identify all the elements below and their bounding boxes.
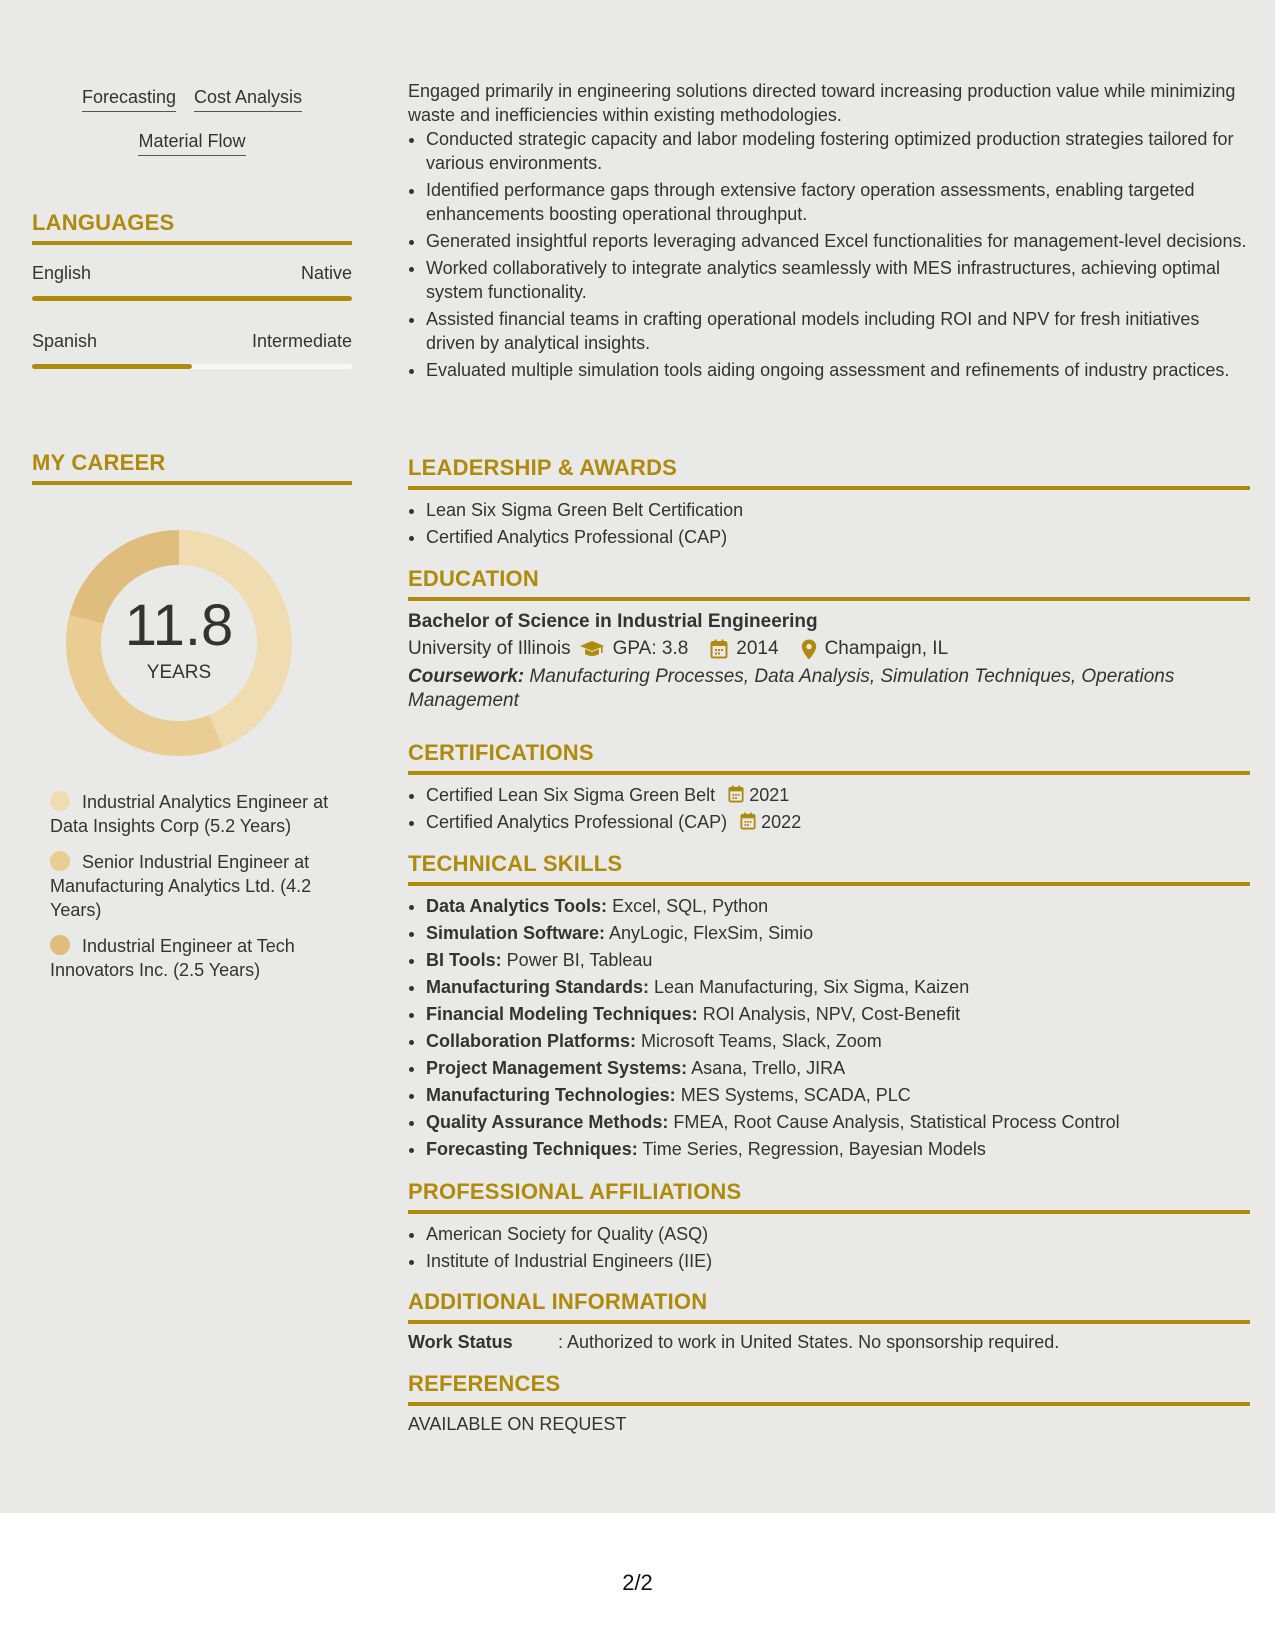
legend-item [50, 790, 340, 838]
skill-value: MES Systems, SCADA, PLC [680, 1085, 911, 1105]
career-section [32, 450, 352, 980]
legend-label: Senior Industrial Engineer at Manufacturing Analytics Ltd. (4.2 Years) [50, 852, 312, 920]
experience-details [408, 79, 1250, 385]
list-item [426, 894, 1250, 918]
legend-item [50, 850, 340, 922]
list-item [426, 1002, 1250, 1026]
skill-value: AnyLogic, FlexSim, Simio [609, 923, 814, 943]
language-bar-fill [32, 296, 352, 301]
coursework [408, 665, 1250, 713]
skill-value: Time Series, Regression, Bayesian Models [642, 1139, 986, 1159]
certifications-list [408, 783, 1250, 834]
work-status-label: Work Status [408, 1332, 513, 1352]
language-bar [32, 364, 352, 369]
school-name: University of Illinois [408, 638, 571, 659]
list-item: • Generated insightful reports leveraging advanced Excel functionalities for management-level decisions. [426, 229, 1250, 253]
experience-bullets [408, 127, 1250, 382]
leadership-section [408, 455, 1250, 552]
affiliations-list [408, 1222, 1250, 1273]
certifications-title: CERTIFICATIONS [408, 740, 1250, 775]
skill-tags [32, 86, 352, 174]
tag-cost-analysis: Cost Analysis [194, 86, 302, 112]
list-item: • Institute of Industrial Engineers (IIE) [426, 1249, 1250, 1273]
graduation-year: 2014 [736, 638, 779, 659]
language-bar-fill [32, 364, 192, 369]
certification-year: 2021 [749, 785, 790, 805]
list-item [426, 975, 1250, 999]
career-donut-chart [66, 530, 292, 756]
list-item: • American Society for Quality (ASQ) [426, 1222, 1250, 1246]
list-item [426, 948, 1250, 972]
career-total: 11.8 [124, 593, 234, 658]
language-name: English [32, 263, 92, 283]
certification-name: Certified Lean Six Sigma Green Belt [426, 785, 716, 805]
skills-section [408, 851, 1250, 1164]
page-number: 2/2 [622, 1570, 653, 1595]
education-title: EDUCATION [408, 566, 1250, 601]
skill-label: Financial Modeling Techniques: [426, 1004, 698, 1024]
list-item: • Worked collaboratively to integrate analytics seamlessly with MES infrastructures, achieving optimal system functionality. [426, 256, 1250, 304]
skill-label: Project Management Systems: [426, 1058, 688, 1078]
list-item: • Evaluated multiple simulation tools aiding ongoing assessment and refinements of industry practices. [426, 358, 1250, 382]
legend-label: Industrial Engineer at Tech Innovators Inc. (2.5 Years) [50, 936, 295, 980]
skill-value: FMEA, Root Cause Analysis, Statistical Process Control [673, 1112, 1120, 1132]
language-item [32, 263, 352, 301]
graduation-cap-icon [579, 640, 605, 658]
work-status-value: : Authorized to work in United States. No sponsorship required. [558, 1332, 1060, 1352]
references-text: AVAILABLE ON REQUEST [408, 1414, 627, 1434]
language-item [32, 331, 352, 369]
list-item: • Identified performance gaps through extensive factory operation assessments, enabling targeted enhancements boosting operational throughput. [426, 178, 1250, 226]
skill-value: ROI Analysis, NPV, Cost-Benefit [702, 1004, 961, 1024]
languages-title: LANGUAGES [32, 210, 352, 245]
school-location: Champaign, IL [824, 638, 949, 659]
list-item [426, 1056, 1250, 1080]
skill-label: Forecasting Techniques: [426, 1139, 638, 1159]
skill-label: Quality Assurance Methods: [426, 1112, 669, 1132]
skill-value: Asana, Trello, JIRA [691, 1058, 846, 1078]
list-item [426, 783, 1250, 807]
location-pin-icon [801, 639, 817, 660]
list-item [426, 810, 1250, 834]
list-item [426, 1110, 1250, 1134]
coursework-label: Coursework: [408, 666, 525, 687]
skill-label: Manufacturing Technologies: [426, 1085, 676, 1105]
skill-label: Simulation Software: [426, 923, 606, 943]
skill-label: Collaboration Platforms: [426, 1031, 637, 1051]
career-legend [50, 790, 340, 994]
career-unit: YEARS [146, 662, 212, 683]
language-name: Spanish [32, 331, 98, 351]
list-item [426, 1137, 1250, 1161]
legend-dot [50, 935, 70, 955]
skill-value: Microsoft Teams, Slack, Zoom [641, 1031, 882, 1051]
additional-info-title: ADDITIONAL INFORMATION [408, 1289, 1250, 1324]
affiliations-title: PROFESSIONAL AFFILIATIONS [408, 1179, 1250, 1214]
list-item [426, 1083, 1250, 1107]
gpa: GPA: 3.8 [612, 638, 689, 659]
list-item: • Assisted financial teams in crafting operational models including ROI and NPV for fresh initiatives driven by analytical insights. [426, 307, 1250, 355]
calendar-icon [740, 812, 756, 830]
list-item: • Conducted strategic capacity and labor modeling fostering optimized production strategies tailored for various environments. [426, 127, 1250, 175]
coursework-list: Manufacturing Processes, Data Analysis, Simulation Techniques, Operations Management [408, 666, 1175, 711]
legend-dot [50, 851, 70, 871]
skills-title: TECHNICAL SKILLS [408, 851, 1250, 886]
tag-material-flow: Material Flow [138, 130, 245, 156]
list-item [426, 1029, 1250, 1053]
skill-label: Data Analytics Tools: [426, 896, 608, 916]
language-level: Intermediate [251, 331, 352, 351]
skill-value: Power BI, Tableau [506, 950, 653, 970]
skill-label: BI Tools: [426, 950, 502, 970]
list-item: • Lean Six Sigma Green Belt Certification [426, 498, 1250, 522]
language-bar [32, 296, 352, 301]
career-title: MY CAREER [32, 450, 352, 485]
affiliations-section [408, 1179, 1250, 1276]
education-section [408, 566, 1250, 713]
experience-summary: Engaged primarily in engineering solutions directed toward increasing production value while minimizing waste and inefficiencies within existing methodologies. [408, 81, 1236, 125]
calendar-icon [710, 639, 728, 659]
work-status-row [408, 1332, 1250, 1353]
leadership-title: LEADERSHIP & AWARDS [408, 455, 1250, 490]
list-item: • Certified Analytics Professional (CAP) [426, 525, 1250, 549]
skill-label: Manufacturing Standards: [426, 977, 650, 997]
leadership-list [408, 498, 1250, 549]
additional-info-section [408, 1289, 1250, 1353]
education-details [408, 635, 1250, 663]
tag-forecasting: Forecasting [82, 86, 176, 112]
list-item [426, 921, 1250, 945]
skills-list [408, 894, 1250, 1161]
legend-item [50, 934, 340, 982]
language-level: Native [300, 263, 352, 283]
skill-value: Lean Manufacturing, Six Sigma, Kaizen [654, 977, 970, 997]
languages-section [32, 210, 352, 369]
skill-value: Excel, SQL, Python [612, 896, 769, 916]
calendar-icon [728, 785, 744, 803]
references-title: REFERENCES [408, 1371, 1250, 1406]
degree: Bachelor of Science in Industrial Engineering [408, 611, 818, 632]
certification-year: 2022 [761, 812, 802, 832]
certifications-section [408, 740, 1250, 837]
legend-label: Industrial Analytics Engineer at Data Insights Corp (5.2 Years) [50, 792, 329, 836]
certification-name: Certified Analytics Professional (CAP) [426, 812, 728, 832]
legend-dot [50, 791, 70, 811]
references-section [408, 1371, 1250, 1435]
